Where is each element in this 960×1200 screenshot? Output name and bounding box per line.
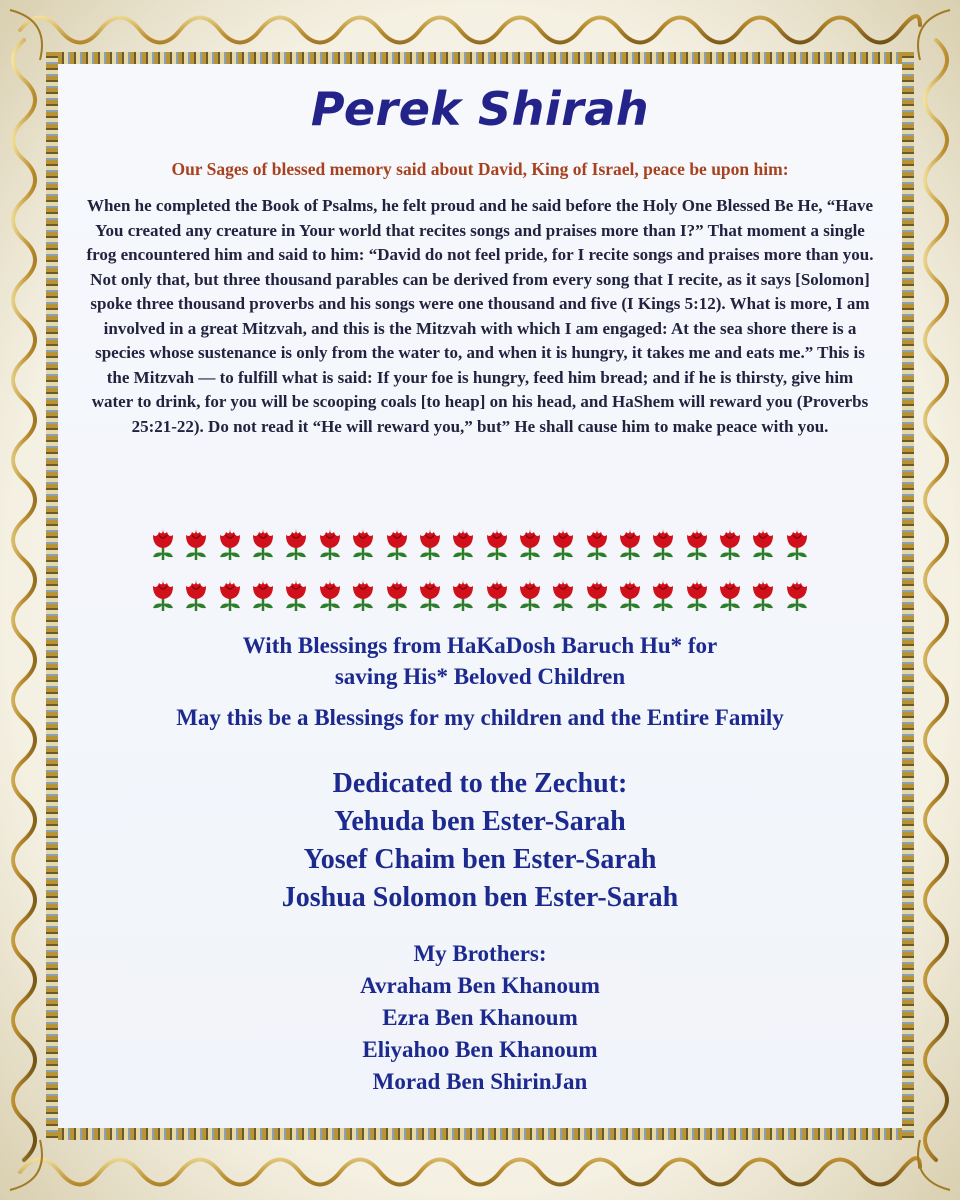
rose-icon [750, 527, 776, 561]
rose-icon [250, 527, 276, 561]
rose-icon [150, 578, 176, 612]
frog-story-paragraph: When he completed the Book of Psalms, he felt proud and he said before the Holy One Blessed Be He, “Have You created any creature in Your world that recites songs and praises more than I?” That moment a single frog encountered him and said to him: “David do not feel pride, for I recite songs and praises more than you. Not only that, but three thousand parables can be derived from every song that I recite, as it says [Solomon] spoke three thousand proverbs and his songs were one thousand and five (I Kings 5:12). What is more, I am involved in a great Mitzvah, and this is the Mitzvah with which I am engaged: At the sea shore there is a species whose sustenance is only from the water to, and when it is hungry, it takes me and eats me.” This is the Mitzvah — to fulfill what is said: If your foe is hungry, feed him bread; and if he is thirsty, give him water to drink, for you will be scooping coals [to heap] on his head, and HaShem will reward you (Proverbs 25:21-22). Do not read it “He will reward you,” but” He shall cause him to make peace with you. [86, 196, 874, 436]
blessing-text [80, 630, 880, 692]
brother-name: Eliyahoo Ben Khanoum [362, 1037, 598, 1062]
rose-icon [650, 527, 676, 561]
rose-icon [684, 527, 710, 561]
brother-name: Ezra Ben Khanoum [382, 1005, 578, 1030]
rose-icon [283, 578, 309, 612]
rose-icon [217, 578, 243, 612]
rose-icon [250, 578, 276, 612]
blessing-line-2: saving His* Beloved Children [334, 664, 626, 689]
dedication-name: Yosef Chaim ben Ester-Sarah [303, 844, 657, 875]
rose-icon [384, 527, 410, 561]
blessing-line-1: With Blessings from HaKaDosh Baruch Hu* for [242, 633, 718, 658]
chain-border-top [46, 52, 914, 64]
dedication-name: Joshua Solomon ben Ester-Sarah [281, 882, 679, 913]
rose-icon [684, 578, 710, 612]
dedication-block [80, 765, 880, 917]
rose-icon [183, 578, 209, 612]
rose-icon [450, 578, 476, 612]
rose-icon [417, 527, 443, 561]
rose-icon [517, 578, 543, 612]
chain-border-left [46, 52, 58, 1140]
rose-icon [350, 578, 376, 612]
rose-icon [750, 578, 776, 612]
rose-icon [650, 578, 676, 612]
dedication-heading: Dedicated to the Zechut: [332, 768, 628, 799]
rose-icon [584, 527, 610, 561]
rose-icon [517, 527, 543, 561]
page-title: Perek Shirah [310, 82, 650, 136]
rose-icon [317, 578, 343, 612]
rose-icon [484, 578, 510, 612]
rose-icon [283, 527, 309, 561]
rose-icon [550, 578, 576, 612]
rose-icon [350, 527, 376, 561]
rose-icon [784, 527, 810, 561]
rose-icon [183, 527, 209, 561]
chain-border-right [902, 52, 914, 1140]
rose-icon [717, 527, 743, 561]
family-blessing-line: May this be a Blessings for my children and the Entire Family [176, 705, 784, 730]
rose-icon [617, 578, 643, 612]
brother-name: Avraham Ben Khanoum [360, 973, 600, 998]
dedication-name: Yehuda ben Ester-Sarah [334, 806, 626, 837]
brothers-heading: My Brothers: [413, 941, 547, 966]
rose-icon [550, 527, 576, 561]
rose-icon [417, 578, 443, 612]
rose-icon [617, 527, 643, 561]
rose-icon [717, 578, 743, 612]
brother-name: Morad Ben ShirinJan [372, 1069, 588, 1094]
rose-row-2 [150, 578, 810, 612]
intro-line: Our Sages of blessed memory said about David, King of Israel, peace be upon him: [171, 159, 789, 179]
rose-icon [584, 578, 610, 612]
rose-icon [450, 527, 476, 561]
rose-icon [217, 527, 243, 561]
rose-icon [150, 527, 176, 561]
rose-icon [384, 578, 410, 612]
chain-border-bottom [46, 1128, 914, 1140]
rose-icon [484, 527, 510, 561]
rose-row-1 [150, 527, 810, 561]
rose-icon [317, 527, 343, 561]
brothers-block [80, 938, 880, 1098]
rose-icon [784, 578, 810, 612]
